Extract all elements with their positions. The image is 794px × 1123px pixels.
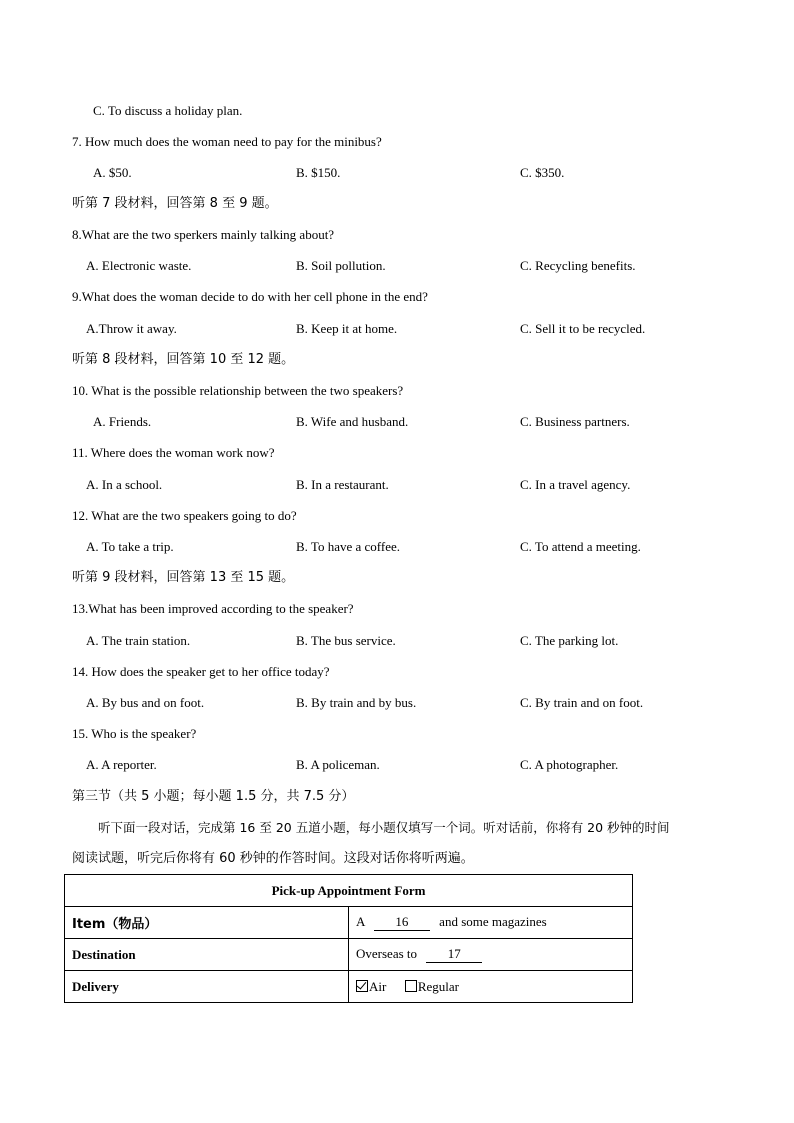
q13-option-a: A. The train station. bbox=[86, 633, 191, 648]
form-value-delivery bbox=[349, 971, 633, 1003]
delivery-option-air: Air bbox=[369, 978, 387, 994]
q9-option-b: B. Keep it at home. bbox=[296, 321, 398, 336]
q9-option-c: C. Sell it to be recycled. bbox=[520, 321, 646, 336]
q12-option-b: B. To have a coffee. bbox=[296, 539, 401, 554]
q10-option-c: C. Business partners. bbox=[520, 414, 630, 429]
q13-option-c: C. The parking lot. bbox=[520, 633, 619, 648]
form-value-item bbox=[349, 907, 633, 939]
item-suffix: and some magazines bbox=[439, 914, 547, 929]
q13-option-b: B. The bus service. bbox=[296, 633, 396, 648]
blank-17[interactable]: 17 bbox=[426, 946, 482, 963]
question-13: 13.What has been improved according to the speaker? bbox=[72, 601, 354, 616]
q9-option-a: A.Throw it away. bbox=[86, 321, 177, 336]
instruction-para-8: 听第 8 段材料，回答第 10 至 12 题。 bbox=[72, 352, 295, 367]
prev-question-option-c: C. To discuss a holiday plan. bbox=[93, 103, 243, 118]
q7-option-b: B. $150. bbox=[296, 165, 341, 180]
blank-16[interactable]: 16 bbox=[374, 914, 430, 931]
q14-option-b: B. By train and by bus. bbox=[296, 695, 417, 710]
q7-option-c: C. $350. bbox=[520, 165, 565, 180]
checkbox-regular-icon[interactable] bbox=[405, 980, 417, 992]
item-prefix: A bbox=[356, 914, 365, 929]
q7-option-a: A. $50. bbox=[93, 165, 132, 180]
q11-option-b: B. In a restaurant. bbox=[296, 477, 389, 492]
question-14: 14. How does the speaker get to her office today? bbox=[72, 664, 330, 679]
checkbox-air-checked-icon[interactable] bbox=[356, 980, 368, 992]
question-8: 8.What are the two sperkers mainly talking about? bbox=[72, 227, 335, 242]
form-value-destination bbox=[349, 939, 633, 971]
instruction-para-9: 听第 9 段材料，回答第 13 至 15 题。 bbox=[72, 570, 295, 585]
q12-option-c: C. To attend a meeting. bbox=[520, 539, 641, 554]
q8-option-a: A. Electronic waste. bbox=[86, 258, 192, 273]
form-row-item bbox=[65, 907, 633, 939]
q15-option-c: C. A photographer. bbox=[520, 757, 619, 772]
question-11: 11. Where does the woman work now? bbox=[72, 445, 275, 460]
form-row-delivery bbox=[65, 971, 633, 1003]
section-3-heading: 第三节（共 5 小题；每小题 1.5 分，共 7.5 分） bbox=[72, 789, 355, 804]
section-3-description-line-2: 阅读试题，听完后你将有 60 秒钟的作答时间。这段对话你将听两遍。 bbox=[72, 851, 474, 866]
form-label-item: Item（物品） bbox=[65, 907, 349, 939]
q15-option-b: B. A policeman. bbox=[296, 757, 380, 772]
q14-option-a: A. By bus and on foot. bbox=[86, 695, 205, 710]
question-9: 9.What does the woman decide to do with her cell phone in the end? bbox=[72, 289, 428, 304]
pickup-appointment-form bbox=[64, 874, 633, 1003]
form-title: Pick-up Appointment Form bbox=[65, 875, 633, 907]
q15-option-a: A. A reporter. bbox=[86, 757, 157, 772]
q10-option-b: B. Wife and husband. bbox=[296, 414, 409, 429]
q14-option-c: C. By train and on foot. bbox=[520, 695, 644, 710]
q8-option-c: C. Recycling benefits. bbox=[520, 258, 636, 273]
form-label-destination: Destination bbox=[65, 939, 349, 971]
destination-prefix: Overseas to bbox=[356, 946, 418, 961]
q10-option-a: A. Friends. bbox=[93, 414, 152, 429]
question-7: 7. How much does the woman need to pay for the minibus? bbox=[72, 134, 382, 149]
section-3-description-line-1: 听下面一段对话，完成第 16 至 20 五道小题，每小题仅填写一个词。听对话前，你将有 20 秒钟的时间 bbox=[98, 820, 670, 835]
question-12: 12. What are the two speakers going to do? bbox=[72, 508, 297, 523]
q8-option-b: B. Soil pollution. bbox=[296, 258, 386, 273]
q12-option-a: A. To take a trip. bbox=[86, 539, 174, 554]
q11-option-c: C. In a travel agency. bbox=[520, 477, 631, 492]
instruction-para-7: 听第 7 段材料，回答第 8 至 9 题。 bbox=[72, 196, 278, 211]
delivery-option-regular: Regular bbox=[417, 978, 459, 994]
question-10: 10. What is the possible relationship between the two speakers? bbox=[72, 383, 404, 398]
q11-option-a: A. In a school. bbox=[86, 477, 163, 492]
form-row-destination bbox=[65, 939, 633, 971]
form-label-delivery: Delivery bbox=[65, 971, 349, 1003]
question-15: 15. Who is the speaker? bbox=[72, 726, 197, 741]
